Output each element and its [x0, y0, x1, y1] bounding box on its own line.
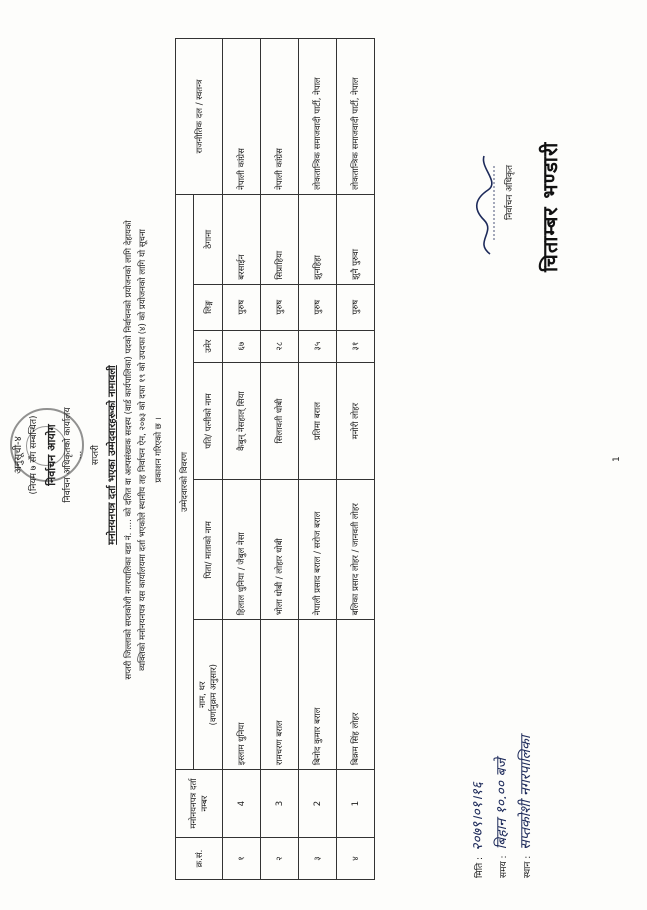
date-label: मिति :	[475, 856, 485, 878]
place-line	[516, 736, 535, 878]
cell-spouse: कैबुन् नेसहाल् सिया	[223, 362, 261, 480]
table-row	[299, 39, 337, 880]
cell-age: ३१	[337, 330, 375, 362]
header-name: नाम, थर (वर्णानुक्रम अनुसार)	[194, 620, 223, 770]
office-line-2: ...	[74, 450, 84, 460]
cell-party: लोकतान्त्रिक समाजवादी पार्टी, नेपाल	[337, 39, 375, 195]
header-parents: पिता/ माताको नाम	[194, 480, 223, 620]
table-row	[261, 39, 299, 880]
candidate-table	[175, 38, 375, 880]
header-candidate-details: उम्मेदवारको विवरण	[176, 194, 194, 769]
officer-name-stamp: चिताम्बर भण्डारी	[538, 141, 562, 272]
cell-age: ६७	[223, 330, 261, 362]
rule-label: (नियम ७ सँग सम्बन्धित)	[29, 415, 39, 495]
cell-reg-no: 3	[261, 770, 299, 838]
cell-sn: २	[261, 838, 299, 880]
date-value: २०७९।०१।१६	[470, 782, 486, 851]
commission-title: निर्वाचन आयोग	[45, 424, 58, 486]
cell-name: बिनोद कुमार बराल	[299, 620, 337, 770]
cell-age: ३५	[299, 330, 337, 362]
cell-name: बिक्रम सिंह लोहर	[337, 620, 375, 770]
cell-parents: बलिका प्रसाद लोहर / जानवती लोहर	[337, 480, 375, 620]
list-title: मनोनयनपत्र दर्ता भएका उम्मेदवारहरूको नामावली	[107, 365, 118, 545]
cell-spouse: मनोरी लोहर	[337, 362, 375, 480]
officer-title: निर्वाचन अधिकृत	[505, 164, 515, 220]
notice-paragraph-line-1: सप्तरी जिल्लाको सप्तकोशी नगरपालिका वडा नं. .... को दलित वा अल्पसंख्यक सदस्य (वार्ड कार्यपालिका) पदको निर्वाचनको प्रयोजनको लागि देहायको	[124, 220, 134, 680]
cell-sn: ३	[299, 838, 337, 880]
time-label: समय :	[499, 855, 509, 878]
place-value: सप्तकोशी नगरपालिका	[518, 735, 534, 850]
cell-gender: पुरुष	[223, 284, 261, 330]
header-address: ठेगाना	[194, 194, 223, 284]
header-reg-no: मनोनयनपत्र दर्ता नम्बर	[176, 770, 223, 838]
cell-address: झुनै पुरुवा	[337, 194, 375, 284]
table-row	[337, 39, 375, 880]
notice-paragraph-line-2: व्यक्तिको मनोनयनपत्र यस कार्यालयमा दर्ता भएकोले स्थानीय तह निर्वाचन ऐन, २०७३ को दफा १९ को उपदफा (४) को प्रयोजनको लागि यो सूचना	[138, 229, 148, 671]
table-row	[223, 39, 261, 880]
page-number: 1	[612, 456, 622, 462]
time-value: बिहान १०.०० बजे	[494, 758, 510, 850]
cell-party: लोकतान्त्रिक समाजवादी पार्टी, नेपाल	[299, 39, 337, 195]
office-district: सप्तरी	[91, 445, 101, 465]
cell-name: रामचरण बराल	[261, 620, 299, 770]
cell-parents: हिलाल धुनिया / जैबुल नेसा	[223, 480, 261, 620]
cell-spouse: सिलावती धोबी	[261, 362, 299, 480]
cell-spouse: प्रतिमा बराल	[299, 362, 337, 480]
cell-gender: पुरुष	[261, 284, 299, 330]
cell-reg-no: 2	[299, 770, 337, 838]
cell-gender: पुरुष	[299, 284, 337, 330]
cell-parents: नेपाली प्रसाद बराल / सरोज बराल	[299, 480, 337, 620]
place-label: स्थान :	[523, 855, 533, 878]
cell-sn: ४	[337, 838, 375, 880]
time-line	[492, 758, 511, 878]
cell-gender: पुरुष	[337, 284, 375, 330]
cell-address: झुनहिहा	[299, 194, 337, 284]
cell-parents: भोला धोबी / लोहार धोबी	[261, 480, 299, 620]
signature-icon	[470, 150, 500, 260]
cell-address: बरसाईन	[223, 194, 261, 284]
cell-age: २८	[261, 330, 299, 362]
cell-party: नेपाली कांग्रेस	[223, 39, 261, 195]
cell-reg-no: 1	[337, 770, 375, 838]
cell-sn: १	[223, 838, 261, 880]
header-spouse: पति/ पत्नीको नाम	[194, 362, 223, 480]
cell-party: नेपाली कांग्रेस	[261, 39, 299, 195]
header-sn: क्र.सं.	[176, 838, 223, 880]
annex-label: अनुसूची-४	[13, 436, 24, 474]
header-gender: लिङ्ग	[194, 284, 223, 330]
cell-address: सिप्राहिया	[261, 194, 299, 284]
office-name: निर्वाचन अधिकृतको कार्यालय	[63, 407, 73, 503]
notice-paragraph-line-3: प्रकाशन गरिएको छ ।	[154, 417, 164, 483]
date-line	[468, 782, 487, 878]
cell-name: इस्लाम धुनिया	[223, 620, 261, 770]
header-age: उमेर	[194, 330, 223, 362]
cell-reg-no: 4	[223, 770, 261, 838]
header-party: राजनीतिक दल / स्वतन्त्र	[176, 39, 223, 195]
